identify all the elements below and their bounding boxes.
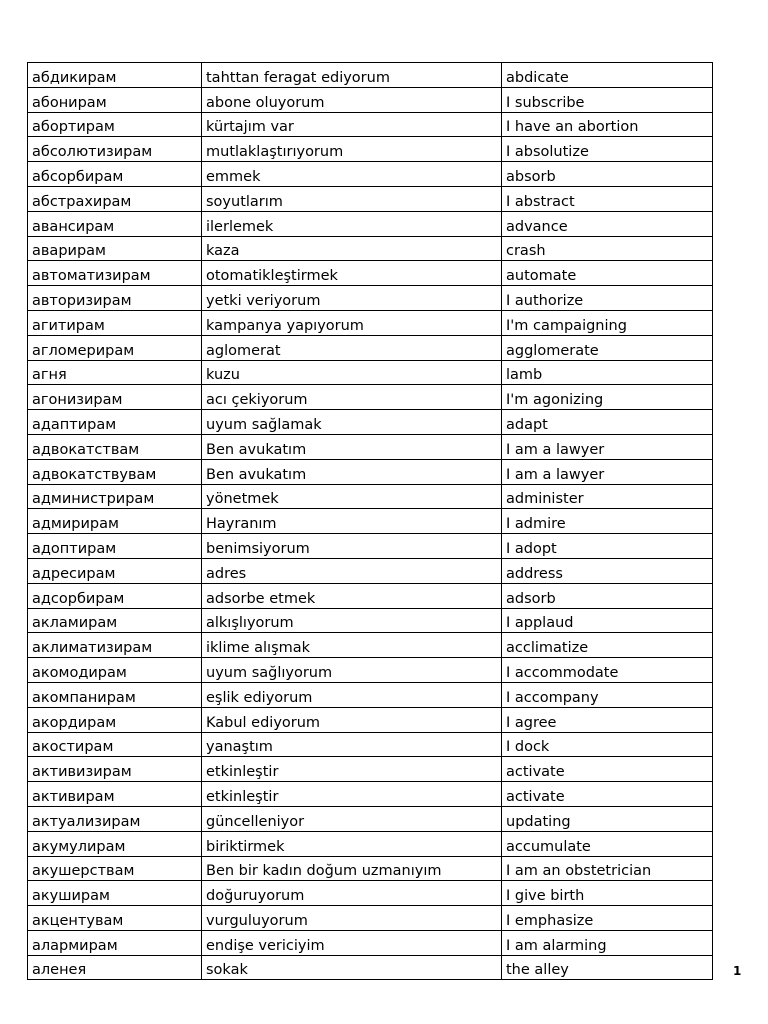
turkish-translation-cell: etkinleştir xyxy=(202,782,502,807)
bulgarian-word-cell: авторизирам xyxy=(28,286,202,311)
english-translation-cell: adapt xyxy=(502,410,713,435)
table-row xyxy=(28,236,713,261)
english-translation-cell: I abstract xyxy=(502,186,713,211)
turkish-translation-cell: kampanya yapıyorum xyxy=(202,310,502,335)
bulgarian-word-cell: акуширам xyxy=(28,881,202,906)
turkish-translation-cell: vurguluyorum xyxy=(202,906,502,931)
english-translation-cell: I am a lawyer xyxy=(502,434,713,459)
turkish-translation-cell: acı çekiyorum xyxy=(202,385,502,410)
table-row xyxy=(28,558,713,583)
table-row xyxy=(28,583,713,608)
table-row xyxy=(28,782,713,807)
turkish-translation-cell: yönetmek xyxy=(202,484,502,509)
turkish-translation-cell: doğuruyorum xyxy=(202,881,502,906)
english-translation-cell: I absolutize xyxy=(502,137,713,162)
english-translation-cell: the alley xyxy=(502,955,713,980)
english-translation-cell: I authorize xyxy=(502,286,713,311)
english-translation-cell: I am an obstetrician xyxy=(502,856,713,881)
english-translation-cell: I accompany xyxy=(502,682,713,707)
turkish-translation-cell: Ben avukatım xyxy=(202,459,502,484)
table-row xyxy=(28,335,713,360)
table-row xyxy=(28,732,713,757)
turkish-translation-cell: eşlik ediyorum xyxy=(202,682,502,707)
table-row xyxy=(28,87,713,112)
bulgarian-word-cell: акламирам xyxy=(28,608,202,633)
turkish-translation-cell: soyutlarım xyxy=(202,186,502,211)
english-translation-cell: activate xyxy=(502,757,713,782)
bulgarian-word-cell: автоматизирам xyxy=(28,261,202,286)
table-row xyxy=(28,261,713,286)
table-row xyxy=(28,534,713,559)
turkish-translation-cell: kuzu xyxy=(202,360,502,385)
bulgarian-word-cell: авансирам xyxy=(28,211,202,236)
table-row xyxy=(28,831,713,856)
turkish-translation-cell: kürtajım var xyxy=(202,112,502,137)
english-translation-cell: accumulate xyxy=(502,831,713,856)
table-row xyxy=(28,310,713,335)
table-row xyxy=(28,608,713,633)
turkish-translation-cell: sokak xyxy=(202,955,502,980)
bulgarian-word-cell: аварирам xyxy=(28,236,202,261)
bulgarian-word-cell: адресирам xyxy=(28,558,202,583)
turkish-translation-cell: ilerlemek xyxy=(202,211,502,236)
bulgarian-word-cell: акостирам xyxy=(28,732,202,757)
english-translation-cell: activate xyxy=(502,782,713,807)
english-translation-cell: crash xyxy=(502,236,713,261)
table-row xyxy=(28,459,713,484)
bulgarian-word-cell: агня xyxy=(28,360,202,385)
bulgarian-word-cell: акумулирам xyxy=(28,831,202,856)
turkish-translation-cell: emmek xyxy=(202,162,502,187)
table-row xyxy=(28,856,713,881)
bulgarian-word-cell: акомпанирам xyxy=(28,682,202,707)
table-row xyxy=(28,707,713,732)
turkish-translation-cell: adsorbe etmek xyxy=(202,583,502,608)
table-row xyxy=(28,112,713,137)
english-translation-cell: I give birth xyxy=(502,881,713,906)
bulgarian-word-cell: адвокатствам xyxy=(28,434,202,459)
english-translation-cell: administer xyxy=(502,484,713,509)
table-row xyxy=(28,509,713,534)
bulgarian-word-cell: акушерствам xyxy=(28,856,202,881)
english-translation-cell: I agree xyxy=(502,707,713,732)
turkish-translation-cell: yanaştım xyxy=(202,732,502,757)
english-translation-cell: advance xyxy=(502,211,713,236)
turkish-translation-cell: benimsiyorum xyxy=(202,534,502,559)
english-translation-cell: I am a lawyer xyxy=(502,459,713,484)
vocabulary-table-body xyxy=(28,63,713,980)
turkish-translation-cell: iklime alışmak xyxy=(202,633,502,658)
turkish-translation-cell: yetki veriyorum xyxy=(202,286,502,311)
table-row xyxy=(28,385,713,410)
bulgarian-word-cell: абортирам xyxy=(28,112,202,137)
english-translation-cell: abdicate xyxy=(502,63,713,88)
bulgarian-word-cell: аленея xyxy=(28,955,202,980)
bulgarian-word-cell: администрирам xyxy=(28,484,202,509)
bulgarian-word-cell: адвокатствувам xyxy=(28,459,202,484)
table-row xyxy=(28,434,713,459)
table-row xyxy=(28,63,713,88)
english-translation-cell: I emphasize xyxy=(502,906,713,931)
english-translation-cell: I dock xyxy=(502,732,713,757)
turkish-translation-cell: Kabul ediyorum xyxy=(202,707,502,732)
table-row xyxy=(28,137,713,162)
bulgarian-word-cell: актуализирам xyxy=(28,806,202,831)
table-row xyxy=(28,162,713,187)
english-translation-cell: I applaud xyxy=(502,608,713,633)
table-row xyxy=(28,286,713,311)
english-translation-cell: I subscribe xyxy=(502,87,713,112)
turkish-translation-cell: alkışlıyorum xyxy=(202,608,502,633)
english-translation-cell: I adopt xyxy=(502,534,713,559)
bulgarian-word-cell: абдикирам xyxy=(28,63,202,88)
turkish-translation-cell: abone oluyorum xyxy=(202,87,502,112)
table-row xyxy=(28,633,713,658)
table-row xyxy=(28,757,713,782)
turkish-translation-cell: Ben bir kadın doğum uzmanıyım xyxy=(202,856,502,881)
table-row xyxy=(28,682,713,707)
bulgarian-word-cell: адсорбирам xyxy=(28,583,202,608)
english-translation-cell: I have an abortion xyxy=(502,112,713,137)
english-translation-cell: adsorb xyxy=(502,583,713,608)
table-row xyxy=(28,806,713,831)
bulgarian-word-cell: акомодирам xyxy=(28,658,202,683)
table-row xyxy=(28,211,713,236)
english-translation-cell: I accommodate xyxy=(502,658,713,683)
bulgarian-word-cell: абстрахирам xyxy=(28,186,202,211)
table-row xyxy=(28,906,713,931)
table-row xyxy=(28,484,713,509)
english-translation-cell: I'm agonizing xyxy=(502,385,713,410)
turkish-translation-cell: güncelleniyor xyxy=(202,806,502,831)
english-translation-cell: I admire xyxy=(502,509,713,534)
table-row xyxy=(28,658,713,683)
bulgarian-word-cell: акцентувам xyxy=(28,906,202,931)
bulgarian-word-cell: агломерирам xyxy=(28,335,202,360)
turkish-translation-cell: Ben avukatım xyxy=(202,434,502,459)
table-row xyxy=(28,955,713,980)
bulgarian-word-cell: адаптирам xyxy=(28,410,202,435)
turkish-translation-cell: uyum sağlamak xyxy=(202,410,502,435)
turkish-translation-cell: aglomerat xyxy=(202,335,502,360)
turkish-translation-cell: biriktirmek xyxy=(202,831,502,856)
table-row xyxy=(28,360,713,385)
english-translation-cell: absorb xyxy=(502,162,713,187)
turkish-translation-cell: adres xyxy=(202,558,502,583)
bulgarian-word-cell: абсорбирам xyxy=(28,162,202,187)
table-row xyxy=(28,410,713,435)
english-translation-cell: automate xyxy=(502,261,713,286)
english-translation-cell: I'm campaigning xyxy=(502,310,713,335)
page-number: 1 xyxy=(733,964,742,978)
turkish-translation-cell: Hayranım xyxy=(202,509,502,534)
bulgarian-word-cell: аклиматизирам xyxy=(28,633,202,658)
turkish-translation-cell: etkinleştir xyxy=(202,757,502,782)
english-translation-cell: acclimatize xyxy=(502,633,713,658)
turkish-translation-cell: otomatikleştirmek xyxy=(202,261,502,286)
english-translation-cell: lamb xyxy=(502,360,713,385)
bulgarian-word-cell: абсолютизирам xyxy=(28,137,202,162)
turkish-translation-cell: endişe vericiyim xyxy=(202,930,502,955)
turkish-translation-cell: uyum sağlıyorum xyxy=(202,658,502,683)
bulgarian-word-cell: активизирам xyxy=(28,757,202,782)
bulgarian-word-cell: алармирам xyxy=(28,930,202,955)
turkish-translation-cell: mutlaklaştırıyorum xyxy=(202,137,502,162)
bulgarian-word-cell: агитирам xyxy=(28,310,202,335)
bulgarian-word-cell: абонирам xyxy=(28,87,202,112)
turkish-translation-cell: kaza xyxy=(202,236,502,261)
table-row xyxy=(28,881,713,906)
table-row xyxy=(28,930,713,955)
english-translation-cell: agglomerate xyxy=(502,335,713,360)
bulgarian-word-cell: агонизирам xyxy=(28,385,202,410)
table-row xyxy=(28,186,713,211)
bulgarian-word-cell: адмирирам xyxy=(28,509,202,534)
english-translation-cell: I am alarming xyxy=(502,930,713,955)
english-translation-cell: updating xyxy=(502,806,713,831)
english-translation-cell: address xyxy=(502,558,713,583)
bulgarian-word-cell: адоптирам xyxy=(28,534,202,559)
vocabulary-table xyxy=(27,62,713,980)
bulgarian-word-cell: активирам xyxy=(28,782,202,807)
bulgarian-word-cell: акордирам xyxy=(28,707,202,732)
turkish-translation-cell: tahttan feragat ediyorum xyxy=(202,63,502,88)
